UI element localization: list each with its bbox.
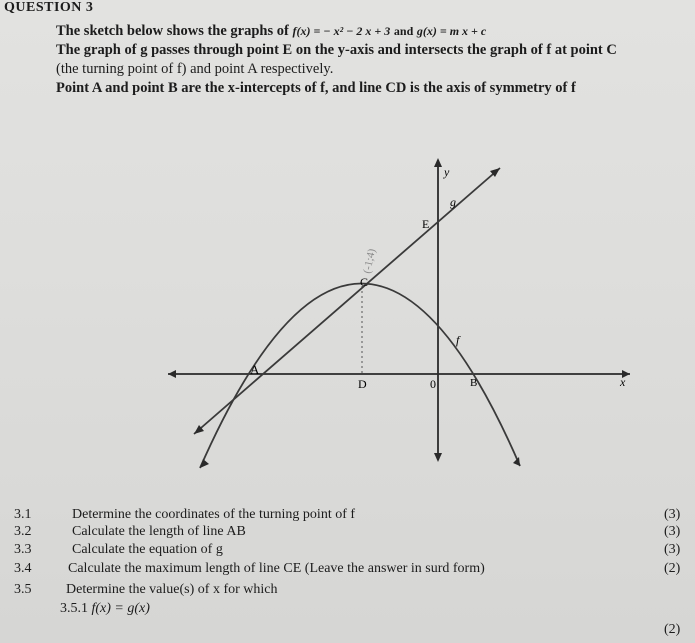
point-a-label: A (250, 362, 260, 377)
pencil-annotation: (-1;4) (361, 247, 379, 275)
intro-line-2: The graph of g passes through point E on the y-axis and intersects the graph of f at point C (56, 42, 617, 58)
y-axis-up-arrow (434, 158, 442, 167)
point-e-label: E (422, 217, 430, 231)
y-axis-down-arrow (434, 453, 442, 462)
point-d-label: D (358, 377, 367, 391)
graph-g-label: g (450, 195, 456, 209)
y-axis-label: y (444, 165, 450, 179)
question-heading: QUESTION 3 (4, 0, 94, 15)
g-definition: g(x) = m x + c (416, 24, 487, 38)
origin-label: 0 (430, 377, 436, 391)
question-number: 3.1 (14, 507, 32, 522)
subquestion-marks: (2) (664, 622, 681, 637)
f-definition: f(x) = − x² − 2 x + 3 (292, 24, 391, 38)
question-text: Calculate the length of line AB (72, 524, 246, 539)
question-number: 3.5 (14, 582, 32, 597)
subquestion-3-5-1 (60, 601, 150, 617)
question-number: 3.4 (14, 561, 32, 576)
question-marks: (3) (664, 524, 681, 539)
question-number: 3.2 (14, 524, 32, 539)
graph-f-label: f (456, 333, 460, 347)
x-axis-left-arrow (168, 370, 176, 378)
question-text: Determine the coordinates of the turning point of f (72, 507, 356, 522)
intro-and: and (393, 24, 414, 38)
subquestion-number: 3.5.1 (60, 601, 88, 616)
intro-line-3: (the turning point of f) and point A respectively. (56, 61, 334, 77)
question-text: Calculate the equation of g (72, 542, 223, 557)
graph-sketch (160, 150, 640, 480)
intro-line-1-text: The sketch below shows the graphs of (56, 23, 289, 39)
question-intro (56, 22, 686, 98)
intro-line-1 (56, 22, 686, 41)
subquestion-text: f(x) = g(x) (91, 601, 150, 616)
point-c-label: C (360, 275, 369, 289)
question-marks: (3) (664, 542, 681, 557)
question-text: Determine the value(s) of x for which (66, 582, 278, 597)
point-b-label: B (470, 377, 478, 389)
question-number: 3.3 (14, 542, 32, 557)
parabola-f (200, 283, 520, 468)
question-marks: (2) (664, 561, 681, 576)
question-text: Calculate the maximum length of line CE (Leave the answer in surd form) (68, 561, 485, 576)
intro-line-4: Point A and point B are the x-intercepts of f, and line CD is the axis of symmetry of f (56, 80, 576, 96)
x-axis-label: x (620, 375, 626, 389)
question-marks: (3) (664, 507, 681, 522)
